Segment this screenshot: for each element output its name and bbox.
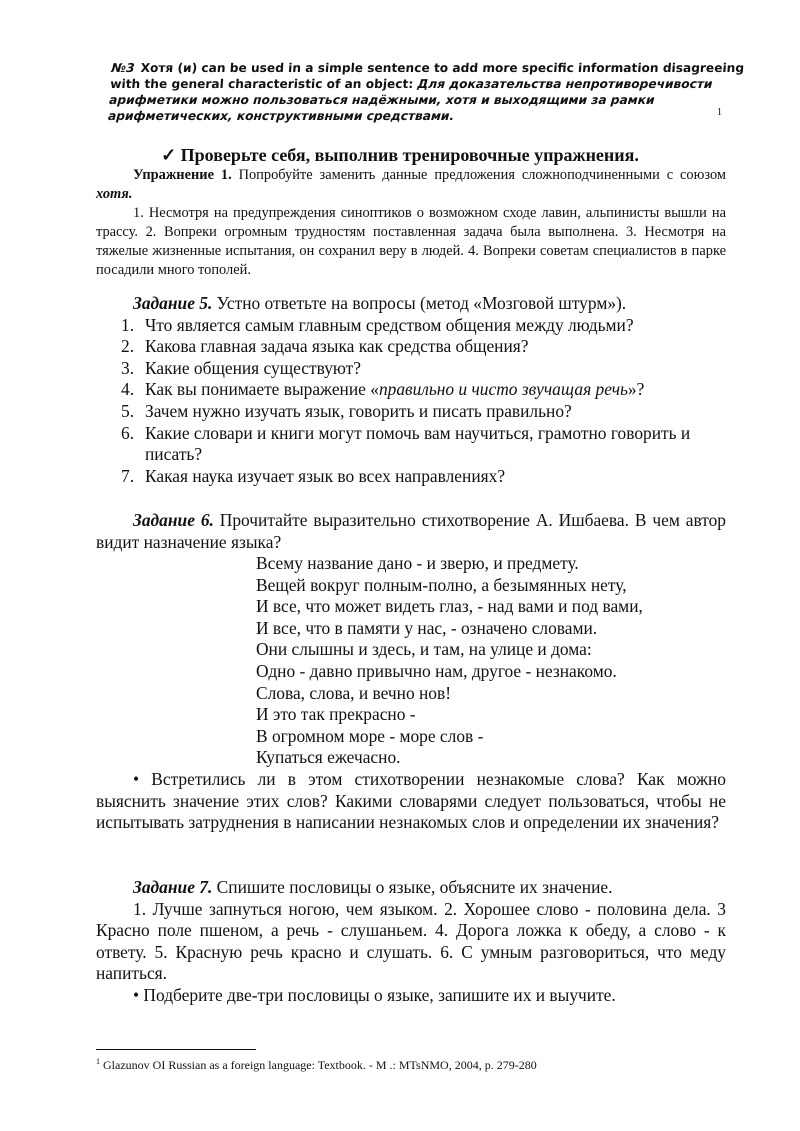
poem-line: Всему название дано - и зверю, и предмету. <box>256 553 579 573</box>
question-item: 3. Какие общения существуют? <box>121 357 361 378</box>
footnote-text: Glazunov OI Russian as a foreign language: Textbook. - M .: MTsNMO, 2004, p. 279-280 <box>100 1058 537 1072</box>
poem-line: Вещей вокруг полным-полно, а безымянных нету, <box>256 574 627 595</box>
poem-line: Слова, слова, и вечно нов! <box>256 682 452 703</box>
poem-line: В огромном море - море слов - <box>256 725 484 746</box>
poem-line: Одно - давно привычно нам, другое - незнакомо. <box>256 660 617 681</box>
poem-line: И все, что в памяти у нас, - означено словами. <box>256 617 598 638</box>
note-footnote-mark: 1 <box>717 107 722 118</box>
task-7-instruction: Задание 7. Спишите пословицы о языке, объясните их значение. <box>133 877 613 897</box>
grammar-note <box>107 60 745 124</box>
poem-line: Купаться ежечасно. <box>256 747 401 768</box>
question-item: 6. Какие словари и книги могут помочь вам научиться, грамотно говорить и писать? <box>121 422 691 465</box>
task-7-proverbs: 1. Лучше запнуться ногою, чем языком. 2. Хорошее слово - половина дела. 3 Красно поле пшеном, а речь - слушаньем. 4. Дорога ложка к обеду, а слово - к ответу. 5. Красную речь красно и слушать. 6. С умным разговориться, что меду напиться. <box>96 898 726 984</box>
footnote <box>96 1054 537 1073</box>
poem <box>256 553 643 769</box>
question-item: 1. Что является самым главным средством общения между людьми? <box>121 314 634 335</box>
question-item: 4. Как вы понимаете выражение «правильно и чисто звучащая речь»? <box>121 379 645 400</box>
note-number: №3 <box>110 61 136 75</box>
exercise-1 <box>96 166 726 280</box>
question-item: 5. Зачем нужно изучать язык, говорить и писать правильно? <box>121 400 572 421</box>
note-line-2: with the general characteristic of an object: Для доказательства непротиворечивости <box>109 77 713 91</box>
footnote-divider <box>96 1049 256 1050</box>
task-7 <box>96 877 726 1007</box>
task-6 <box>96 510 726 553</box>
note-line-3: арифметики можно пользоваться надёжными, хотя и выходящими за рамки <box>108 93 656 107</box>
task-6-question: • Встретились ли в этом стихотворении незнакомые слова? Как можно выяснить значение этих слов? Какими словарями следует пользоваться, чтобы не испытывать затруднения в написании незнакомых слов и определении их значения? <box>96 769 726 833</box>
task-6-question-block <box>96 769 726 834</box>
note-line-4: арифметических, конструктивными средствами. <box>107 109 455 123</box>
poem-line: И все, что может видеть глаз, - над вами и под вами, <box>256 596 643 617</box>
note-line-1: №3 Хотя (и) can be used in a simple sentence to add more specific information disagreeing <box>110 61 745 75</box>
poem-line: И это так прекрасно - <box>256 704 416 725</box>
question-item: 7. Какая наука изучает язык во всех направлениях? <box>121 465 506 486</box>
task-5-instruction: Задание 5. Устно ответьте на вопросы (метод «Мозговой штурм»). <box>133 293 627 313</box>
check-yourself-title: ✓ Проверьте себя, выполнив тренировочные упражнения. <box>161 145 639 165</box>
question-item: 2. Какова главная задача языка как средства общения? <box>121 336 529 357</box>
exercise-1-instruction: Упражнение 1. Попробуйте заменить данные предложения сложноподчиненными с союзом хотя. <box>96 167 726 202</box>
task-5 <box>96 293 726 487</box>
task-7-assignment: • Подберите две-три пословицы о языке, запишите их и выучите. <box>133 984 616 1005</box>
footnote-mark: 1 <box>96 1057 100 1066</box>
task-6-instruction: Задание 6. Прочитайте выразительно стихотворение А. Ишбаева. В чем автор видит назначение языка? <box>96 510 726 552</box>
poem-line: Они слышны и здесь, и там, на улице и дома: <box>256 639 592 660</box>
exercise-1-text: 1. Несмотря на предупреждения синоптиков о возможном сходе лавин, альпинисты вышли на трассу. 2. Вопреки огромным трудностям поставленная задача была выполнена. 3. Несмотря на тяжелые жизненные испытания, он сохранил веру в людей. 4. Вопреки советам специалистов в парке посадили много тополей. <box>96 205 726 278</box>
question-list <box>96 315 726 488</box>
